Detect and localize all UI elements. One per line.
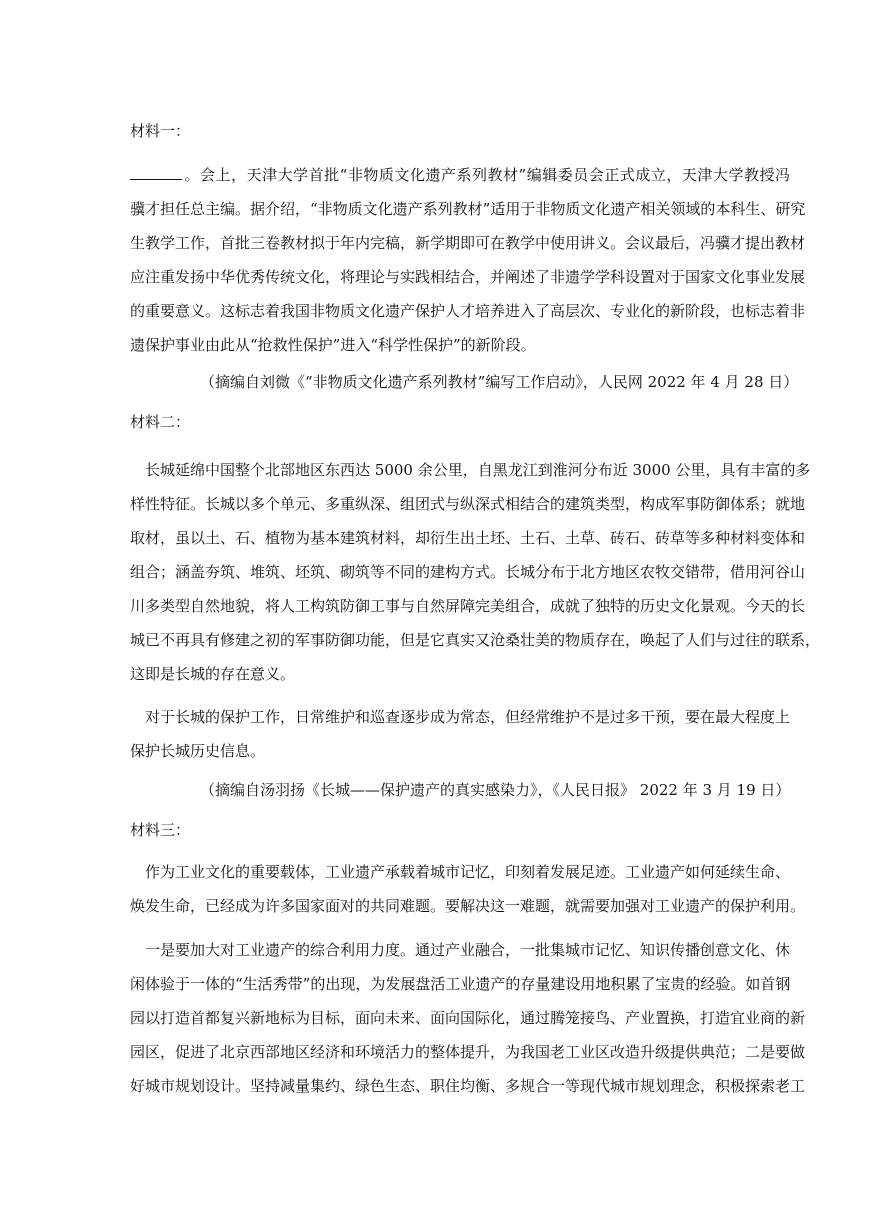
material2-line: 对于长城的保护工作，日常维护和巡查逐步成为常态，但经常维护不是过多干预，要在最大程度上 [145,708,791,726]
material2-heading: 材料二： [130,413,191,431]
material2-line: 保护长城历史信息。 [130,742,266,760]
material3-line: 一是要加大对工业遗产的综合利用力度。通过产业融合，一批集城市记忆、知识传播创意文化、休 [145,941,791,959]
material2-line: 组合；涵盖夯筑、堆筑、坯筑、砌筑等不同的建构方式。长城分布于北方地区农牧交错带，借用河谷山 [130,563,806,581]
material2-line: 川多类型自然地貌，将人工构筑防御工事与自然屏障完美组合，成就了独特的历史文化景观。今天的长 [130,597,806,615]
material2-line: 城已不再具有修建之初的军事防御功能，但是它真实又沧桑壮美的物质存在，唤起了人们与过往的联系， [130,631,821,649]
material3-line: 闲体验于一体的“生活秀带”的出现，为发展盘活工业遗产的存量建设用地积累了宝贵的经验。如首钢 [130,975,791,993]
material3-line: 作为工业文化的重要载体，工业遗产承载着城市记忆，印刻着发展足迹。工业遗产如何延续生命、 [145,863,791,881]
material1-line: 。会上，天津大学首批“非物质文化遗产系列教材”编辑委员会正式成立，天津大学教授冯 [130,165,790,185]
material2-line: 取材，虽以土、石、植物为基本建筑材料，却衍生出土坯、土石、土草、砖石、砖草等多种材料变体和 [130,529,806,547]
material2-line: 这即是长城的存在意义。 [130,665,296,683]
material1-line: 骥才担任总主编。据介绍，“非物质文化遗产系列教材”适用于非物质文化遗产相关领域的本科生、研究 [130,200,806,218]
material3-line: 好城市规划设计。坚持减量集约、绿色生态、职住均衡、多规合一等现代城市规划理念，积极探索老工 [130,1077,806,1095]
material2-line: 样性特征。长城以多个单元、多重纵深、组团式与纵深式相结合的建筑类型，构成军事防御体系；就地 [130,495,806,513]
material1-line: 应注重发扬中华优秀传统文化，将理论与实践相结合，并阐述了非遗学学科设置对于国家文化事业发展 [130,268,806,286]
material3-line: 园区，促进了北京西部地区经济和环境活力的整体提升，为我国老工业区改造升级提供典范；二是要做 [130,1043,806,1061]
material2-line: 长城延绵中国整个北部地区东西达 5000 余公里，自黑龙江到淮河分布近 3000 公里，具有丰富的多 [145,461,811,479]
material1-line: 的重要意义。这标志着我国非物质文化遗产保护人才培养进入了高层次、专业化的新阶段，也标志着非 [130,302,806,320]
material1-line: 遗保护事业由此从“抢救性保护”进入“科学性保护”的新阶段。 [130,336,536,354]
material1-heading: 材料一： [130,122,191,140]
material1-line: 生教学工作，首批三卷教材拟于年内完稿，新学期即可在教学中使用讲义。会议最后，冯骥才提出教材 [130,234,806,252]
material3-line: 园以打造首都复兴新地标为目标，面向未来、面向国际化，通过腾笼接鸟、产业置换，打造宜业商的新 [130,1009,806,1027]
material2-source: （摘编自汤羽扬《长城——保护遗产的真实感染力》，《人民日报》 2022 年 3 月 19 日） [200,781,791,799]
material1-source: （摘编自刘微《“非物质文化遗产系列教材”编写工作启动》，人民网 2022 年 4 月 28 日） [200,373,799,391]
fill-in-blank [130,165,182,180]
material3-line: 焕发生命，已经成为许多国家面对的共同难题。要解决这一难题，就需要加强对工业遗产的保护利用。 [130,897,806,915]
material3-heading: 材料三： [130,821,191,839]
